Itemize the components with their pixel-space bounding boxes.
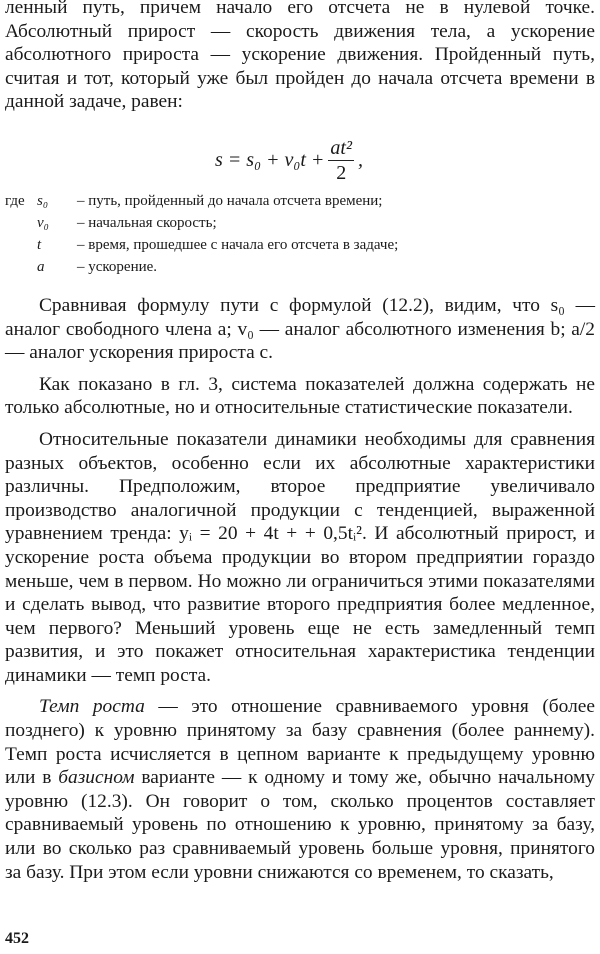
term-growth-rate: Темп роста [39,696,145,718]
definition-row [5,190,595,212]
definition-text: – начальная скорость; [77,214,217,231]
definition-text: – путь, пройденный до начала отсчета времени; [77,192,383,209]
paragraph-growth-rate [5,695,595,884]
formula-denominator: 2 [336,161,347,184]
definition-symbol: a [37,258,45,275]
paragraph-intro: ленный путь, причем начало его отсчета не в нулевой точке. Абсолютный прирост — скорость движения тела, а ускорение абсолютного прироста — ускорение движения. Пройденный путь, считая и тот, который уже был пройден до начала отсчета времени в данной задаче, равен: [5,0,595,113]
definition-row [5,234,595,256]
formula-numerator: at² [330,136,352,159]
paragraph-system: Как показано в гл. 3, система показателей должна содержать не только абсолютные, но и относительные статистические показатели. [5,373,595,419]
definition-symbol: t [37,236,42,253]
path-formula [5,120,595,184]
paragraph-relative: Относительные показатели динамики необходимы для сравнения разных объектов, особенно если их абсолютные характеристики различны. Предположим, второе предприятие увеличивало производство аналогичной продукции с тенденцией, выраженной уравнением тренда: yᵢ = 20 + 4t + + 0,5tᵢ². И абсолютный прирост, и ускорение роста объема продукции во втором предприятии гораздо меньше, чем в первом. Но можно ли ограничиться этими показателями и сделать вывод, что развитие второго предприятия более медленное, чем первого? Меньший уровень еще не есть замедленный темп развития, и это покажет относительная характеристика тенденции динамики — темп роста. [5,428,595,686]
definition-text: – время, прошедшее с начала его отсчета в задаче; [77,236,399,253]
paragraph-comparison: Сравнивая формулу пути с формулой (12.2), видим, что s₀ — аналог свободного члена a; v₀ — аналог абсолютного изменения b; a/2 — аналог ускорения прироста c. [5,294,595,364]
definitions-list [5,190,595,278]
growth-rate-text-a: — это отношение сравниваемого уровня (более позднего) к уровню принятому за базу сравнения (более раннему). Темп роста исчисляется в цепном варианте к предыдущему уровню или в [5,696,595,789]
page-body [5,0,595,884]
definition-symbol: s₀ [37,192,49,209]
growth-rate-text-b: варианте — к одному и тому же, обычно начальному уровню (12.3). Он говорит о том, сколько процентов составляет сравниваемый уровень по отношению к уровню, принятому за базу, или во сколько раз сравниваемый уровень больше уровня, принятого за базу. При этом если уровни снижаются со временем, то сказать, [5,767,595,883]
definition-row [5,256,595,278]
term-basic: базисном [58,767,135,789]
page-number: 452 [5,930,29,947]
formula-lhs: s = s₀ + v₀t + [215,148,325,171]
formula-tail: , [357,148,363,171]
definition-text: – ускорение. [77,258,158,275]
formula-fraction [328,136,354,185]
definition-symbol: v₀ [37,214,49,231]
formula-expression [215,136,363,185]
definition-row [5,212,595,234]
definitions-lead: где [5,192,25,209]
